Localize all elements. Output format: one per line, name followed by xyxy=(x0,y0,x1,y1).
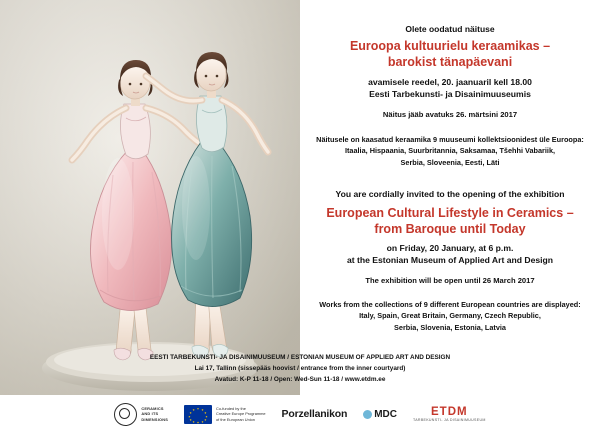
estonian-collections-line-3: Serbia, Sloveenia, Eesti, Läti xyxy=(400,157,500,167)
ceramics-and-its-dimensions-logo xyxy=(114,403,168,426)
logo-strip xyxy=(0,392,600,436)
estonian-event-details xyxy=(300,76,600,101)
eu-logo-text xyxy=(216,406,266,423)
ceramic-ring-icon xyxy=(114,403,137,426)
english-intro: You are cordially invited to the opening of the exhibition xyxy=(335,189,565,199)
ceramics-logo-line-3: DIMENSIONS xyxy=(141,416,169,422)
etdm-logo xyxy=(413,406,486,422)
figurine-artwork xyxy=(0,0,300,395)
english-collections-line-3: Serbia, Slovenia, Estonia, Latvia xyxy=(394,322,506,332)
eu-logo-line-2: Creative Europe Programme xyxy=(216,411,266,417)
estonian-venue: Eesti Tarbekunsti- ja Disainimuuseumis xyxy=(369,89,531,100)
english-title-line-2: from Baroque until Today xyxy=(374,222,526,236)
estonian-collections-line-2: Itaalia, Hispaania, Suurbritannia, Saksamaa, Tšehhi Vabariik, xyxy=(344,146,556,156)
estonian-title-line-1: Euroopa kultuurielu keraamikas – xyxy=(349,39,551,53)
footer-hours-and-website: Avatud: K-P 11-18 / Open: Wed-Sun 11-18 / www.etdm.ee xyxy=(214,376,386,384)
estonian-open-until: Näitus jääb avatuks 26. märtsini 2017 xyxy=(382,110,518,119)
english-event-details xyxy=(300,242,600,267)
etdm-logo-subtitle: TARBEKUNSTI- JA DISAINIMUUSEUM xyxy=(413,418,486,422)
estonian-title-line-2: barokist tänapäevani xyxy=(387,55,513,69)
english-collections xyxy=(300,299,600,333)
eu-stars xyxy=(184,405,212,424)
porzellanikon-logo-text: Porzellanikon xyxy=(281,408,348,420)
ceramics-logo-line-2: AND ITS xyxy=(141,411,159,417)
footer-address: Lai 17, Tallinn (sissepääs hoovist / entrance from the inner courtyard) xyxy=(194,365,406,373)
ceramics-logo-text xyxy=(141,406,168,422)
english-collections-line-2: Italy, Spain, Great Britain, Germany, Czech Republic, xyxy=(359,311,541,321)
mdc-dot-icon xyxy=(363,410,372,419)
estonian-collections-line-1: Näitusele on kaasatud keraamika 9 muuseumi kollektsioonidest üle Euroopa: xyxy=(316,135,584,144)
mdc-logo-text: MDC xyxy=(374,408,397,420)
estonian-title xyxy=(300,38,600,70)
english-open-until: The exhibition will be open until 26 March 2017 xyxy=(365,276,535,285)
estonian-when: avamisele reedel, 20. jaanuaril kell 18.00 xyxy=(368,77,532,87)
footer-address-block xyxy=(0,352,600,385)
porzellanikon-logo xyxy=(282,408,348,420)
footer-museum-name: EESTI TARBEKUNSTI- JA DISAINIMUUSEUM / ESTONIAN MUSEUM OF APPLIED ART AND DESIGN xyxy=(149,354,451,361)
eu-logo-line-3: of the European Union xyxy=(216,416,255,422)
figurine-illustration xyxy=(0,0,300,395)
eu-creative-europe-logo xyxy=(184,405,266,424)
etdm-logo-text: ETDM xyxy=(431,406,468,418)
estonian-intro: Olete oodatud näituse xyxy=(405,24,495,34)
eu-flag-icon xyxy=(184,405,212,424)
invitation-text-column xyxy=(300,0,600,352)
english-when: on Friday, 20 January, at 6 p.m. xyxy=(386,243,514,253)
ceramics-logo-line-1: CERAMICS xyxy=(141,406,164,412)
english-title xyxy=(300,205,600,237)
mdc-logo xyxy=(363,409,397,420)
eu-logo-line-1: Co-funded by the xyxy=(216,405,246,411)
english-title-line-1: European Cultural Lifestyle in Ceramics – xyxy=(326,206,574,220)
estonian-collections xyxy=(300,134,600,168)
english-collections-line-1: Works from the collections of 9 different European countries are displayed: xyxy=(319,300,581,309)
english-venue: at the Estonian Museum of Applied Art and Design xyxy=(346,255,554,266)
